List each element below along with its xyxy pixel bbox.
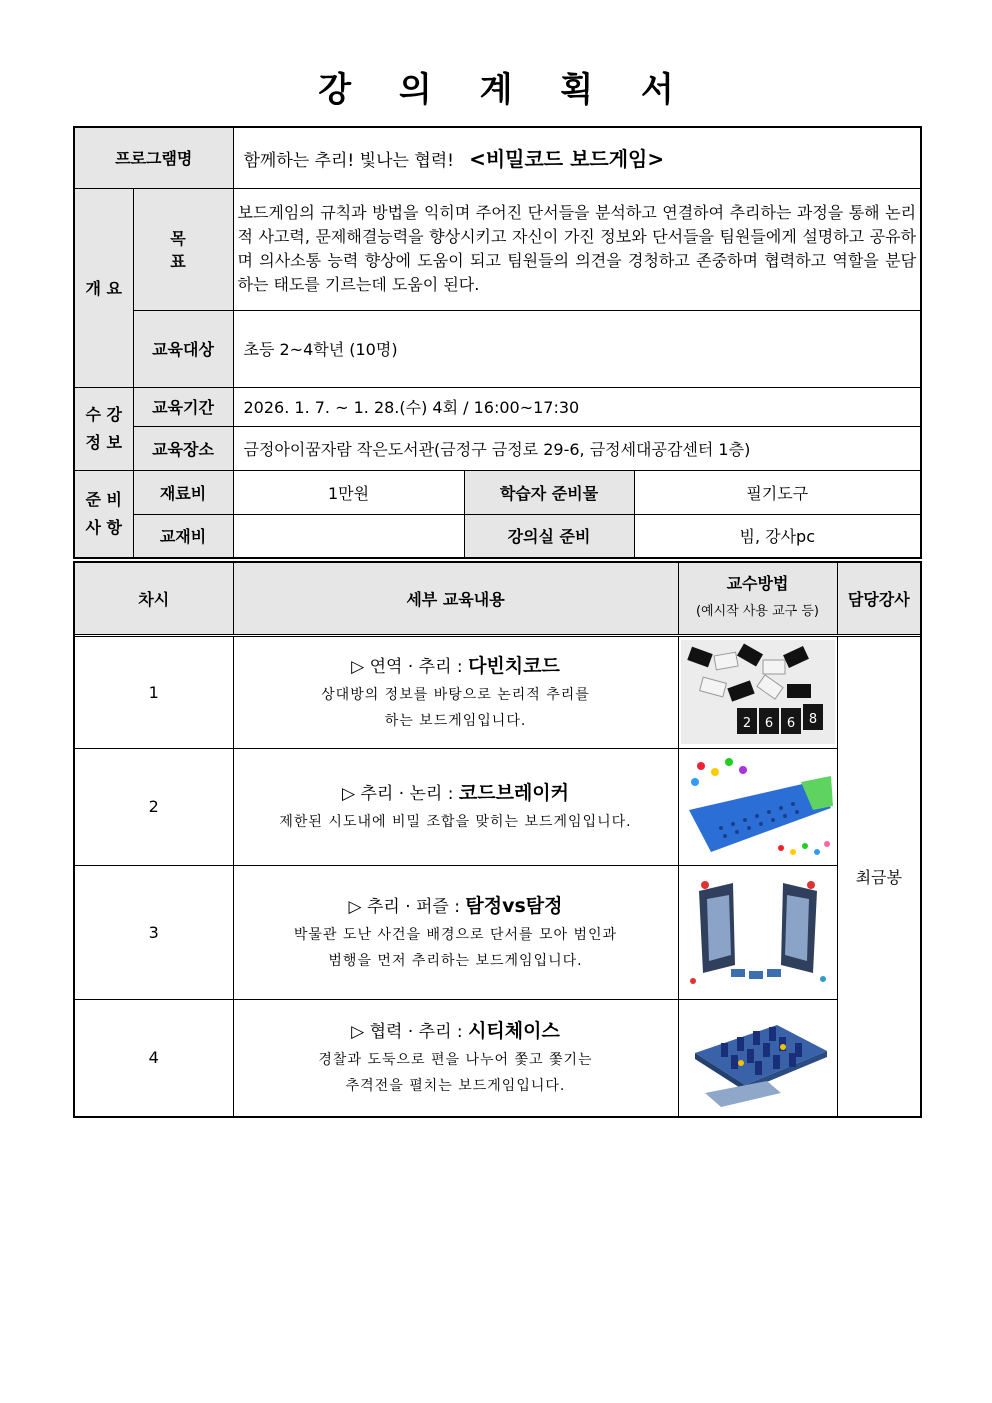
place-label: 교육장소 — [133, 426, 233, 470]
lesson-game: 다빈치코드 — [468, 654, 560, 677]
lesson-desc-2: 하는 보드게임입니다. — [384, 712, 527, 729]
lesson-game: 코드브레이커 — [458, 782, 570, 804]
method-image-cell — [678, 748, 837, 865]
teacher-name: 최금봉 — [837, 636, 921, 1117]
learner-label: 학습자 준비물 — [464, 470, 634, 514]
room-label: 강의실 준비 — [464, 514, 634, 558]
table-row — [74, 636, 921, 748]
method-image-cell — [678, 999, 837, 1117]
lesson-content — [233, 636, 678, 748]
textbook-label: 교재비 — [133, 514, 233, 558]
lesson-game: 탐정vs탐정 — [465, 894, 563, 917]
lesson-desc-2: 범행을 먼저 추리하는 보드게임입니다. — [328, 952, 583, 969]
lesson-category: ▷ 추리 · 논리 : — [341, 784, 459, 804]
lesson-game: 시티체이스 — [468, 1020, 560, 1043]
prep-label: 준 비 사 항 — [74, 470, 133, 558]
program-subtitle: 함께하는 추리! 빛나는 협력! — [243, 151, 454, 172]
code-breaker-board-image — [681, 752, 835, 862]
goal-text: 보드게임의 규칙과 방법을 익히며 주어진 단서들을 분석하고 연결하여 추리하는 과정을 통해 논리적 사고력, 문제해결능력을 향상시키고 자신이 가진 정보와 단서들을 팀원들에게 설명하고 공유하며 의사소통 능력 향상에 도움이 되고 팀원들의 의견을 경청하고 존중하며 협력하고 역할을 분담하는 태도를 기르는데 도움이 된다. — [233, 188, 921, 310]
city-chase-board-image — [681, 1003, 835, 1113]
target-label: 교육대상 — [133, 310, 233, 387]
lesson-content — [233, 999, 678, 1117]
target-value: 초등 2~4학년 (10명) — [233, 310, 921, 387]
session-number: 3 — [74, 865, 233, 999]
svg-text:2: 2 — [742, 716, 751, 731]
schedule-table — [73, 561, 922, 1118]
lesson-category: ▷ 추리 · 퍼즐 : — [348, 896, 466, 917]
table-row — [74, 999, 921, 1117]
col-session: 차시 — [74, 562, 233, 634]
lesson-desc-1: 상대방의 정보를 바탕으로 논리적 추리를 — [321, 686, 590, 703]
room-value: 빔, 강사pc — [634, 514, 921, 558]
overview-label: 개 요 — [74, 188, 133, 387]
method-image-cell — [678, 636, 837, 748]
table-row — [74, 865, 921, 999]
material-label: 재료비 — [133, 470, 233, 514]
lesson-category: ▷ 연역 · 추리 : — [351, 656, 469, 677]
detective-boards-image — [681, 869, 835, 995]
session-number: 1 — [74, 636, 233, 748]
lesson-desc-1: 제한된 시도내에 비밀 조합을 맞히는 보드게임입니다. — [279, 814, 632, 830]
learner-value: 필기도구 — [634, 470, 921, 514]
info-table — [73, 126, 922, 559]
textbook-value — [233, 514, 464, 558]
period-value: 2026. 1. 7. ~ 1. 28.(수) 4회 / 16:00~17:30 — [233, 387, 921, 426]
davinci-code-tiles-image — [681, 640, 835, 744]
col-content: 세부 교육내용 — [233, 562, 678, 634]
lesson-category: ▷ 협력 · 추리 : — [351, 1022, 469, 1043]
lesson-desc-1: 경찰과 도둑으로 편을 나누어 쫓고 쫓기는 — [318, 1052, 593, 1069]
lesson-content — [233, 865, 678, 999]
program-cell — [233, 127, 921, 188]
svg-text:6: 6 — [786, 716, 795, 731]
lesson-content — [233, 748, 678, 865]
session-number: 4 — [74, 999, 233, 1117]
lesson-desc-1: 박물관 도난 사건을 배경으로 단서를 모아 범인과 — [293, 926, 618, 943]
period-label: 교육기간 — [133, 387, 233, 426]
col-teacher: 담당강사 — [837, 562, 921, 634]
program-name: <비밀코드 보드게임> — [469, 147, 665, 172]
svg-text:6: 6 — [764, 716, 773, 731]
goal-label: 목 표 — [133, 188, 233, 310]
col-method: 교수방법 (예시작 사용 교구 등) — [678, 562, 837, 634]
page-title: 강 의 계 획 서 — [318, 70, 692, 110]
session-number: 2 — [74, 748, 233, 865]
material-value: 1만원 — [233, 470, 464, 514]
course-label: 수 강 정 보 — [74, 387, 133, 470]
place-value: 금정아이꿈자람 작은도서관(금정구 금정로 29-6, 금정세대공감센터 1층) — [233, 426, 921, 470]
method-image-cell — [678, 865, 837, 999]
lesson-desc-2: 추격전을 펼치는 보드게임입니다. — [345, 1078, 566, 1095]
svg-text:8: 8 — [808, 712, 817, 727]
program-label: 프로그램명 — [74, 127, 233, 188]
table-row — [74, 748, 921, 865]
